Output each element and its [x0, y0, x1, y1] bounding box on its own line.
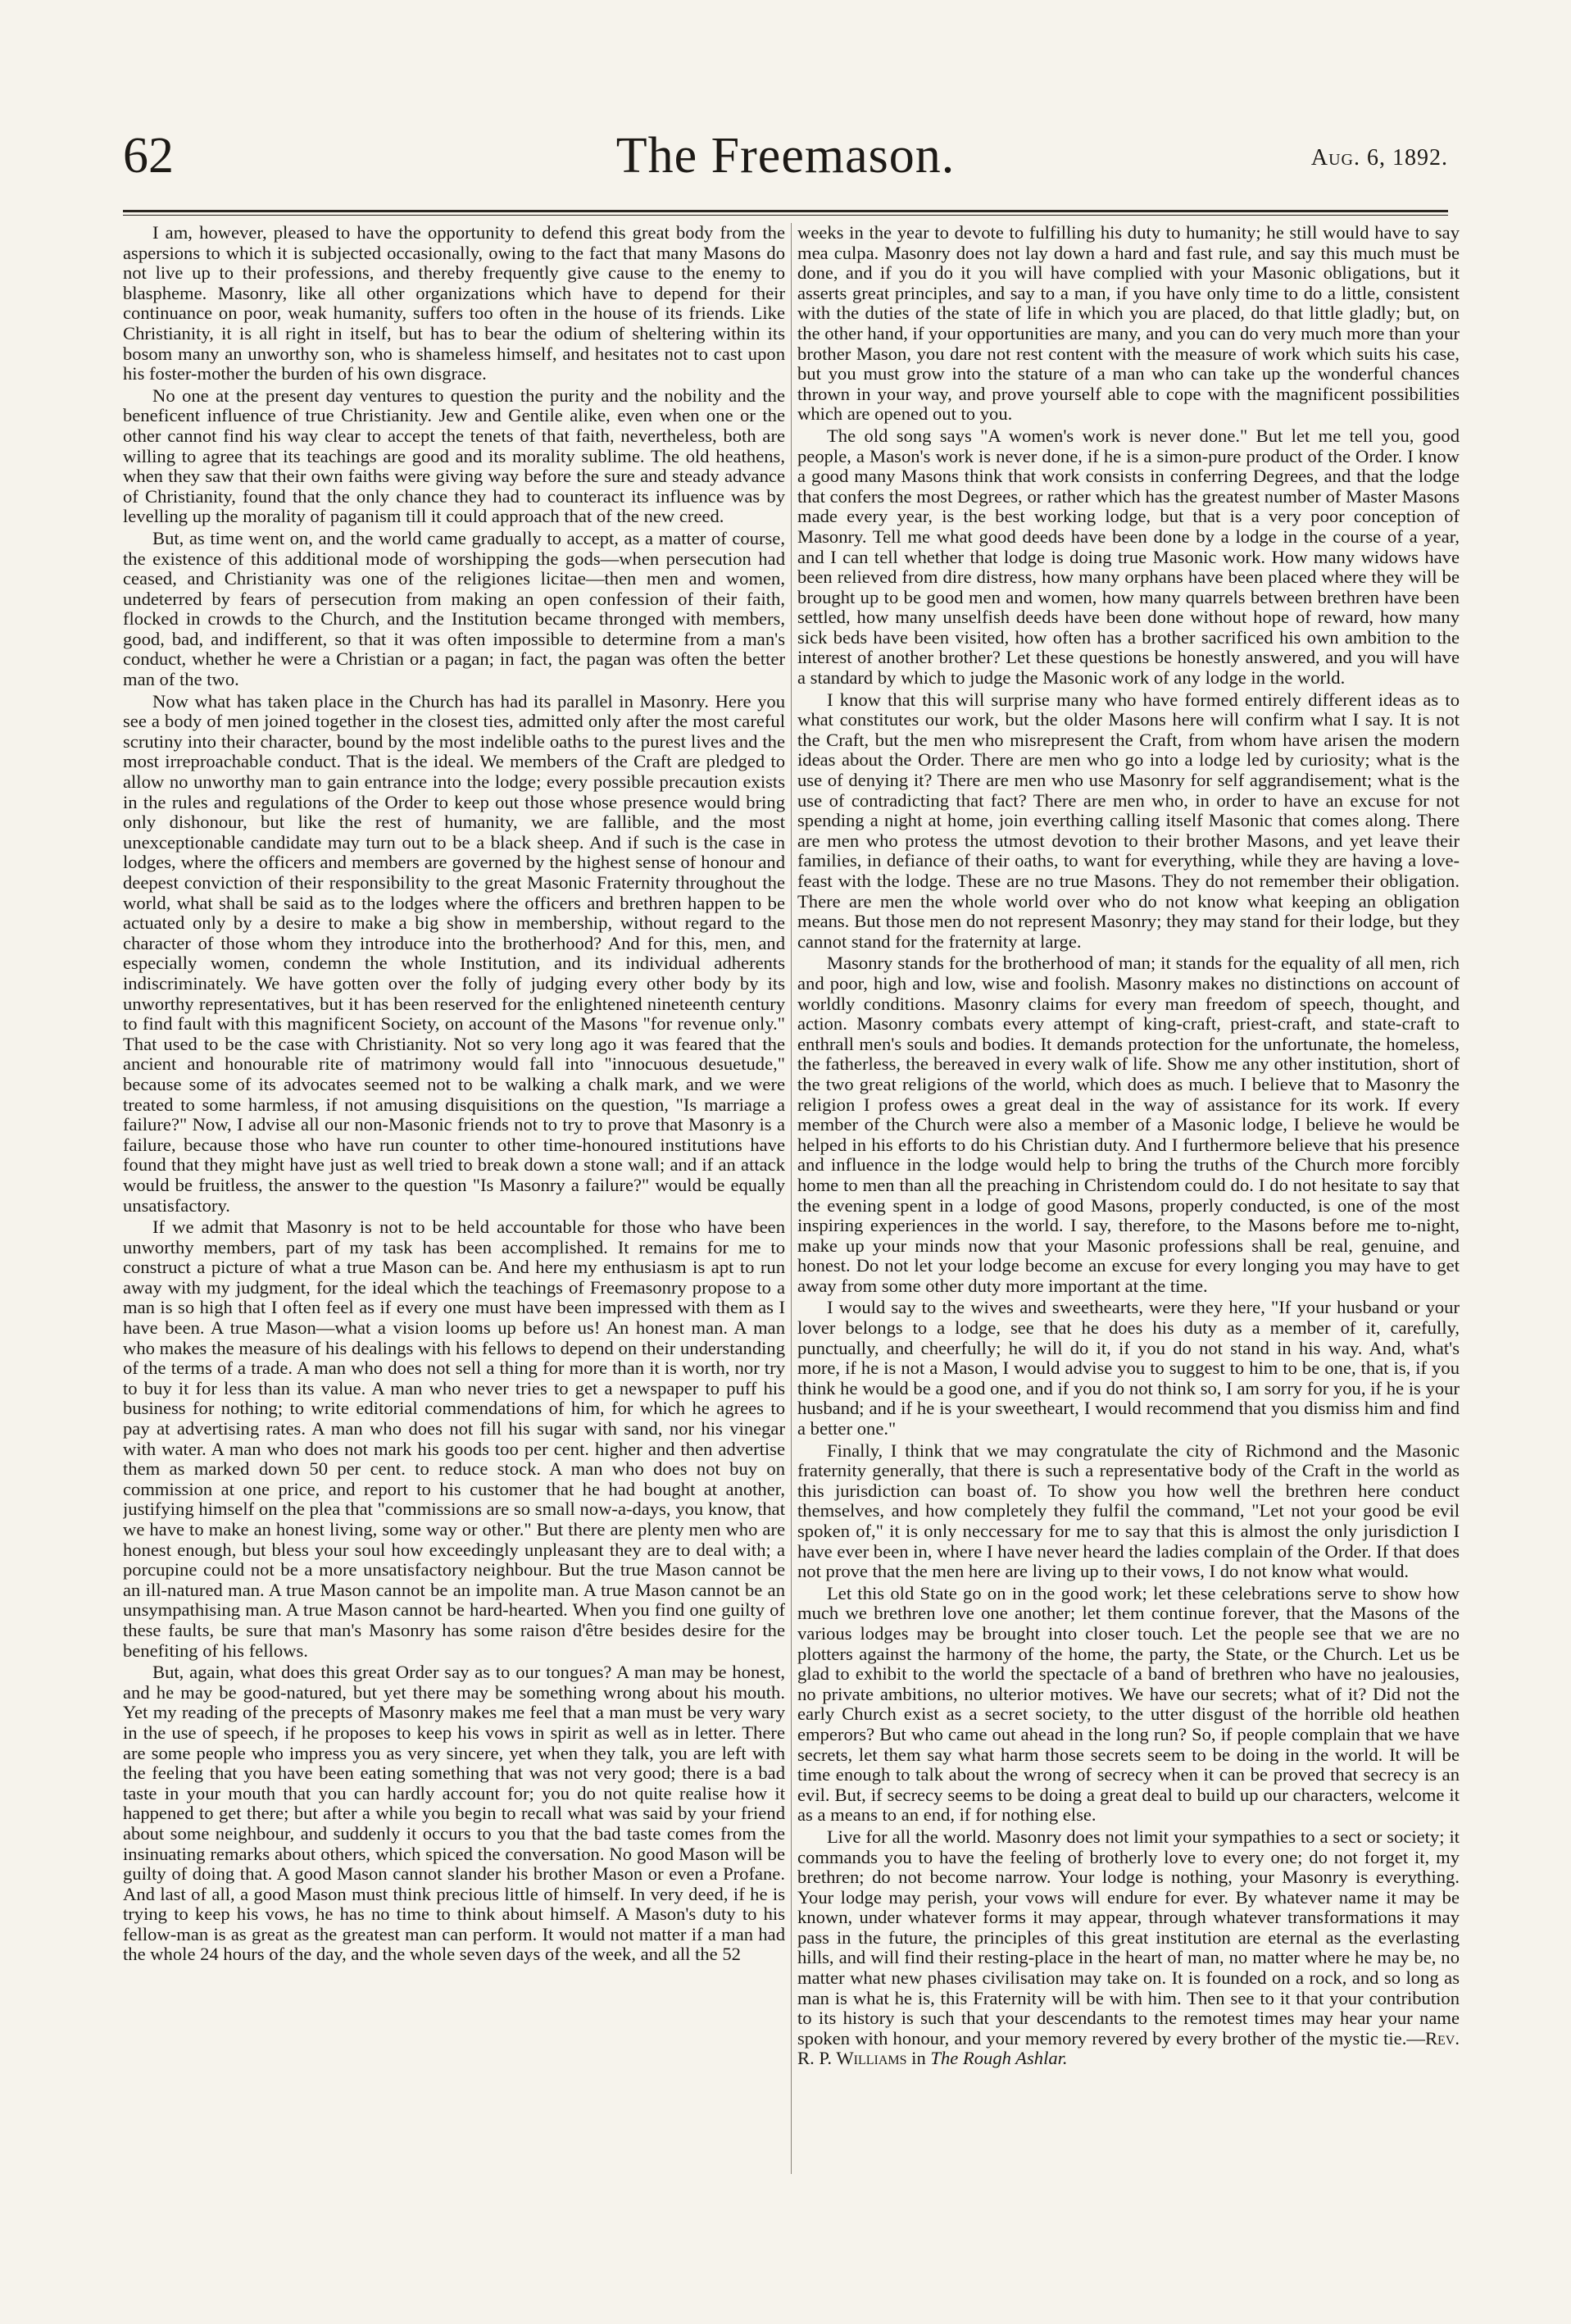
source-publication: The Rough Ashlar.: [930, 2048, 1068, 2069]
masthead-rule: [123, 210, 1448, 212]
final-paragraph: [797, 1827, 1460, 2069]
column-divider: [791, 223, 792, 2174]
signature-connector: in: [906, 2048, 931, 2069]
paragraph: Masonry stands for the brotherhood of man; it stands for the equality of all men, rich and poor, high and low, wise and foolish. Masonry makes no distinctions on account of worldly conditions. Masonry claims for every man freedom of speech, thought, and action. Masonry combats every attempt of king-craft, priest-craft, and state-craft to enthrall men's souls and bodies. It demands protection for the unfortunate, the homeless, the fatherless, the bereaved in every walk of life. Show me any other institution, short of the two great religions of the world, which does as much. I believe that to Masonry the religion I profess owes a great deal in the way of assistance for its work. If every member of the Church were also a member of a Masonic lodge, I believe he would be helped in his efforts to do his Christian duty. And I furthermore believe that his presence and influence in the lodge would help to bring the truths of the Church more forcibly home to men than all the preaching in Christendom could do. I do not hesitate to say that the evening spent in a lodge of good Masons, properly conducted, is one of the most inspiring experiences in the world. I say, therefore, to the Masons before me to-night, make up your minds now that your Masonic professions shall be real, genuine, and honest. Do not let your lodge become an excuse for every longing you may have to get away from some other duty more important at the time.: [797, 953, 1460, 1296]
paragraph: But, as time went on, and the world came gradually to accept, as a matter of course, the existence of this additional mode of worshipping the gods—when persecution had ceased, and Christianity was one of the religiones licitae—then men and women, undeterred by fears of persecution from making an open confession of their faith, flocked in crowds to the Church, and the Institution became thronged with members, good, bad, and indifferent, so that it was often impossible to determine from a man's conduct, whether he were a Christian or a pagan; in fact, the pagan was often the better man of the two.: [123, 527, 785, 690]
issue-date: Aug. 6, 1892.: [1310, 145, 1448, 171]
paragraph: I would say to the wives and sweethearts, were they here, "If your husband or your lover belongs to a lodge, see that he does his duty as a member of it, carefully, punctually, and cheerfully; he will do it, if you do not stand in his way. And, what's more, if he is not a Mason, I would advise you to suggest to him to be one, that is, if you think he would be a good one, and if you do not think so, I am sorry for you, if he is your husband; and if he is your sweetheart, I would recommend that you dismiss him and find a better one.": [797, 1297, 1460, 1439]
author-signature: Rev. R. P. Williams: [797, 2027, 1460, 2069]
page-number: 62: [123, 128, 174, 184]
paragraph: If we admit that Masonry is not to be held accountable for those who have been unworthy members, part of my task has been accomplished. It remains for me to construct a picture of what a true Mason can be. And here my enthusiasm is apt to run away with my judgment, for the ideal which the teachings of Freemasonry propose to a man is so high that I often feel as if every one must have been impressed with them as I have been. A true Mason—what a vision looms up before us! An honest man. A man who makes the measure of his dealings with his fellows to depend on their understanding of the terms of a trade. A man who does not sell a thing for more than it is worth, nor try to buy it for less than its value. A man who never tries to get a newspaper to puff his business for nothing; to write editorial commendations of him, for which he agrees to pay at advertising rates. A man who does not fill his sugar with sand, nor his vinegar with water. A man who does not mark his goods too per cent. higher and then advertise them as marked down 50 per cent. to reduce stock. A man who does not buy on commission at one price, and report to his customer that he had bought at another, justifying himself on the plea that "commissions are so small now-a-days, you know, that we have to make an honest living, some way or other." But there are plenty men who are honest enough, but bless your soul how exceedingly unpleasant they are to deal with; a porcupine could not be a more unsatisfactory neighbour. But the true Mason cannot be an ill-natured man. A true Mason cannot be an impolite man. A true Mason cannot be an unsympathising man. A true Mason cannot be hard-hearted. When you find one guilty of these faults, be sure that man's Masonry has some raison d'être besides desire for the benefiting of his fellows.: [123, 1217, 785, 1661]
paragraph: Finally, I think that we may congratulate the city of Richmond and the Masonic fraternity generally, that there is such a representative body of the Craft in the world as this jurisdiction can boast of. To show you how well the brethren here conduct themselves, and how completely they fulfil the command, "Let not your good be evil spoken of," it is only neccessary for me to say that this is almost the only jurisdiction I have ever been in, where I have never heard the ladies complain of the Order. If that does not prove that the men here are living up to their vows, I do not know what would.: [797, 1439, 1460, 1582]
masthead: [123, 123, 1448, 213]
left-column: [123, 223, 785, 2182]
masthead-rule-thin: [123, 215, 1448, 216]
paragraph: But, again, what does this great Order say as to our tongues? A man may be honest, and he may be good-natured, but yet there may be something wrong about his mouth. Yet my reading of the precepts of Masonry makes me feel that a man must be very wary in the use of speech, if he proposes to keep his vows in spirit as well as in letter. There are some people who impress you as very sincere, yet when they talk, you are left with the feeling that you have been eating something that was not very good; there is a bad taste in your mouth that you can hardly account for; you do not quite realise how it happened to get there; but after a while you begin to recall what was said by your friend about some neighbour, and suddenly it occurs to you that the bad taste comes from the insinuating remarks about others, which spiced the conversation. No good Mason will be guilty of doing that. A good Mason cannot slander his brother Mason or even a Profane. And last of all, a good Mason must think precious little of himself. In very deed, if he is trying to keep his vows, he has no time to think about himself. A Mason's duty to his fellow-man is as great as the greatest man can perform. It would not matter if a man had the whole 24 hours of the day, and the whole seven days of the week, and all the 52: [123, 1662, 785, 1965]
right-column: [797, 223, 1460, 2182]
paragraph: I know that this will surprise many who have formed entirely different ideas as to what constitutes our work, but the older Masons here will confirm what I say. It is not the Craft, but the men who misrepresent the Craft, from whom have arisen the modern ideas about the Order. There are men who go into a lodge led by curiosity; what is the use of denying it? There are men who use Masonry for self aggrandisement; what is the use of contradicting that fact? There are men who, in order to have an excuse for not spending a night at home, join everthing calling itself Masonic that comes along. There are men who protess the utmost devotion to their brother Masons, and yet leave their families, in defiance of their oaths, to want for everything, while they are having a love-feast with the lodge. These are no true Masons. They do not remember their obligation. There are men the whole world over who do not know what keeping an obligation means. But those men do not represent Masonry; they may stand for their lodge, but they cannot stand for the fraternity at large.: [797, 689, 1460, 952]
newspaper-title: The Freemason.: [615, 128, 956, 184]
paragraph: I am, however, pleased to have the opportunity to defend this great body from the aspersions to which it is subjected occasionally, owing to the fact that many Masons do not live up to their professions, and thereby frequently give cause to the enemy to blaspheme. Masonry, like all other organizations which have to depend for their continuance on poor, weak humanity, suffers too often in the house of its friends. Like Christianity, it is all right in itself, but has to bear the odium of sheltering within its bosom many an unworthy son, who is shameless himself, and hesitates not to cast upon his foster-mother the burden of his own disgrace.: [123, 223, 785, 384]
paragraph: The old song says "A women's work is never done." But let me tell you, good people, a Mason's work is never done, if he is a simon-pure product of the Order. I know a good many Masons think that work consists in conferring Degrees, and that the lodge that confers the most Degrees, or rather which has the greatest number of Master Masons made every year, is the best working lodge, but that is a very poor conception of Masonry. Tell me what good deeds have been done by a lodge in the course of a year, and I can tell whether that lodge is doing true Masonic work. How many widows have been relieved from dire distress, how many orphans have been placed where they will be brought up to be good men and women, how many quarrels between brethren have been settled, how many unselfish deeds have been done without hope of reward, how many sick beds have been visited, how often has a brother sacrificed his own ambition to the interest of another brother? Let these questions be honestly answered, and you will have a standard by which to judge the Masonic work of any lodge in the world.: [797, 425, 1460, 689]
paragraph-text: Live for all the world. Masonry does not limit your sympathies to a sect or society; it commands you to have the feeling of brotherly love to every one; do not forget it, my brethren; do not become narrow. Your lodge is nothing, your Masonry is everything. Your lodge may perish, your vows will endure for ever. By whatever name it may be known, under whatever forms it may appear, through whatever transformations it may pass in the future, the principles of this great institution are eternal as the everlasting hills, and will find their resting-place in the heart of man, no matter where he may be, no matter what new phases civilisation may take on. It is founded on a rock, and so long as man is what he is, this Fraternity will be with him. Then see to it that your contribution to its history is such that your descendants to the remotest times may hear your name spoken with honour, and your memory revered by every brother of the mystic tie.—: [797, 1826, 1460, 2049]
paragraph: Let this old State go on in the good work; let these celebrations serve to show how much we brethren love one another; let them continue forever, that the Masons of the various lodges may be brought into closer touch. Let the people see that we are no plotters against the harmony of the home, the party, the State, or the Church. Let us be glad to exhibit to the world the spectacle of a band of brethren who have no jealousies, no private ambitions, no ulterior motives. We have our secrets; what of it? Did not the early Church exist as a secret society, to the utter disgust of the horrible old heathen emperors? But who came out ahead in the long run? So, if people complain that we have secrets, let them say what harm those secrets seem to be doing in the world. It will be time enough to talk about the wrong of secrecy when it can be proved that secrecy is an evil. But, if secrecy seems to be doing a great deal to build up our characters, welcome it as a means to an end, if for nothing else.: [797, 1582, 1460, 1826]
paragraph: Now what has taken place in the Church has had its parallel in Masonry. Here you see a body of men joined together in the closest ties, admitted only after the most careful scrutiny into their character, bound by the most indelible oaths to the purest lives and the most irreproachable conduct. That is the ideal. We members of the Craft are pledged to allow no unworthy man to gain entrance into the lodge; every possible precaution exists in the rules and regulations of the Order to keep out those whose presence would bring only dishonour, but like the rest of humanity, we are fallible, and the most unexceptionable candidate may turn out to be a black sheep. And if such is the case in lodges, where the officers and members are governed by the highest sense of honour and deepest conviction of their responsibility to the great Masonic Fraternity throughout the world, what shall be said as to the lodges where the officers and brethren happen to be actuated only by a desire to make a big show in membership, without regard to the character of those whom they introduce into the brotherhood? And for this, men, and especially women, condemn the whole Institution, and its individual adherents indiscriminately. We have gotten over the folly of judging every other body by its unworthy representatives, but it has been reserved for the enlightened nineteenth century to find fault with this magnificent Society, on account of the Masons "for revenue only." That used to be the case with Christianity. Not so very long ago it was feared that the ancient and honourable rite of matrimony would fall into "innocuous desuetude," because some of its advocates seemed not to be walking a chalk mark, and we were treated to some harmless, if not amusing disquisitions on the question, "Is marriage a failure?" Now, I advise all our non-Masonic friends not to try to prove that Masonry is a failure, because those who have run counter to other time-honoured institutions have found that they might have just as well tried to break down a stone wall; and if an attack would be fruitless, the answer to the question "Is Masonry a failure?" would be equally unsatisfactory.: [123, 690, 785, 1216]
paragraph: No one at the present day ventures to question the purity and the nobility and the beneficent influence of true Christianity. Jew and Gentile alike, even when one or the other cannot find his way clear to accept the tenets of that faith, nevertheless, both are willing to agree that its teachings are good and its morality sublime. The old heathens, when they saw that their own faiths were giving way before the sure and steady advance of Christianity, found that the only chance they had to counteract its influence was by levelling up the morality of paganism till it could approach that of the new creed.: [123, 384, 785, 527]
paragraph: weeks in the year to devote to fulfilling his duty to humanity; he still would have to say mea culpa. Masonry does not lay down a hard and fast rule, and say this much must be done, and if you do it you will have complied with your Masonic obligations, but it asserts great principles, and say to a man, if you have only time to do a little, consistent with the duties of the state of life in which you are placed, do that little gladly; but, on the other hand, if your opportunities are many, and you can do very much more than your brother Mason, you dare not rest content with the measure of work which suits his case, but you must grow into the stature of a man who can take up the wonderful chances thrown in your way, and prove yourself able to cope with the magnificent possibilities which are opened out to you.: [797, 223, 1460, 425]
